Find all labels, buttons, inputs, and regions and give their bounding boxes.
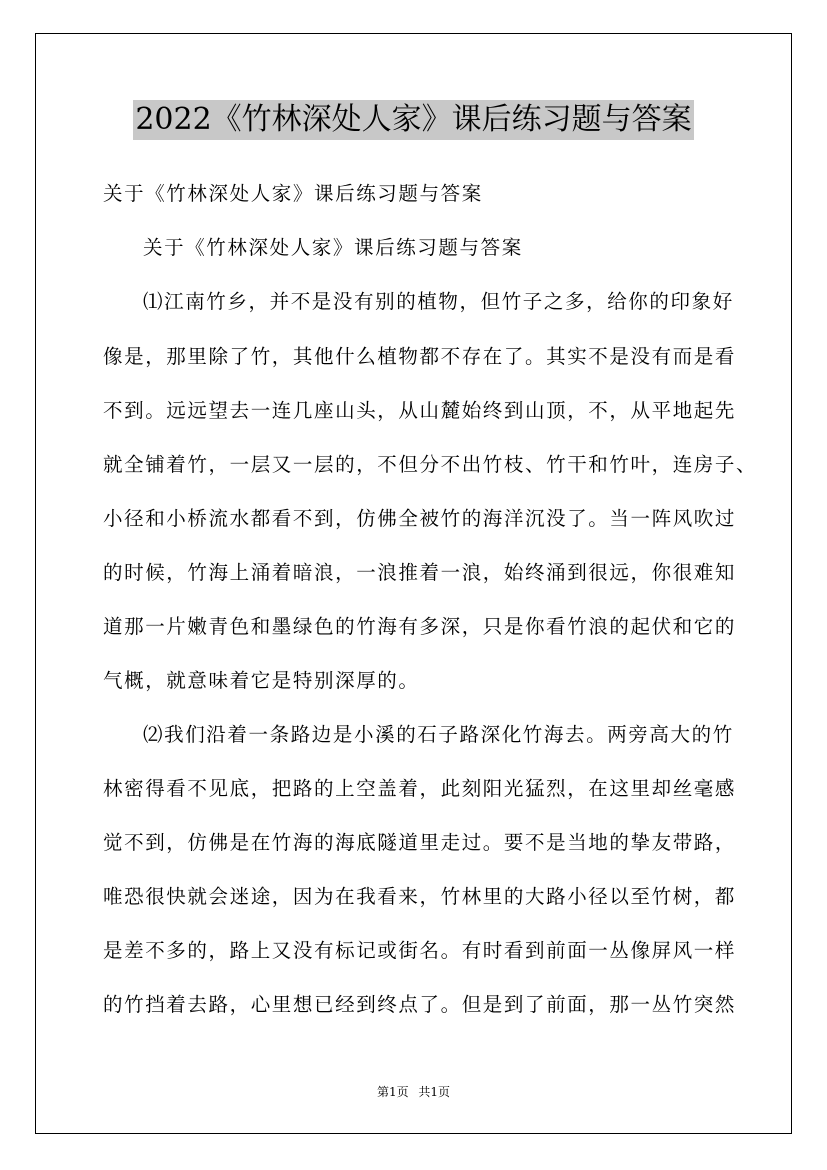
paragraph-line: 道那一片嫩青色和墨绿色的竹海有多深，只是你看竹浪的起伏和它的 bbox=[103, 615, 737, 638]
paragraph-line: 唯恐很快就会迷途，因为在我看来，竹林里的大路小径以至竹树，都 bbox=[103, 885, 737, 908]
paragraph-line: 的时候，竹海上涌着暗浪，一浪推着一浪，始终涌到很远，你很难知 bbox=[103, 561, 737, 584]
paragraph-line: 的竹挡着去路，心里想已经到终点了。但是到了前面，那一丛竹突然 bbox=[103, 993, 737, 1016]
paragraph-line: ⑵我们沿着一条路边是小溪的石子路深化竹海去。两旁高大的竹 bbox=[143, 723, 734, 746]
subtitle-line: 关于《竹林深处人家》课后练习题与答案 bbox=[103, 182, 483, 205]
subtitle-line-indented: 关于《竹林深处人家》课后练习题与答案 bbox=[143, 236, 523, 259]
paragraph-line: 就全铺着竹，一层又一层的，不但分不出竹枝、竹干和竹叶，连房子、 bbox=[103, 453, 758, 476]
paragraph-line: 不到。远远望去一连几座山头，从山麓始终到山顶，不，从平地起先 bbox=[103, 399, 737, 422]
paragraph-line: 林密得看不见底，把路的上空盖着，此刻阳光猛烈，在这里却丝毫感 bbox=[103, 777, 737, 800]
paragraph-line: 气概，就意味着它是特别深厚的。 bbox=[103, 669, 420, 692]
paragraph-line: 小径和小桥流水都看不到，仿佛全被竹的海洋沉没了。当一阵风吹过 bbox=[103, 507, 737, 530]
title-container bbox=[0, 100, 827, 140]
page-total: 共1页 bbox=[418, 1085, 451, 1099]
paragraph-line: 是差不多的，路上又没有标记或街名。有时看到前面一丛像屏风一样 bbox=[103, 939, 737, 962]
page-number: 第1页 bbox=[376, 1085, 409, 1099]
document-title: 2022《竹林深处人家》课后练习题与答案 bbox=[133, 100, 693, 140]
paragraph-line: 觉不到，仿佛是在竹海的海底隧道里走过。要不是当地的挚友带路， bbox=[103, 831, 737, 854]
page-footer bbox=[0, 1084, 827, 1100]
paragraph-line: ⑴江南竹乡，并不是没有别的植物，但竹子之多，给你的印象好 bbox=[143, 290, 734, 313]
paragraph-line: 像是，那里除了竹，其他什么植物都不存在了。其实不是没有而是看 bbox=[103, 345, 737, 368]
